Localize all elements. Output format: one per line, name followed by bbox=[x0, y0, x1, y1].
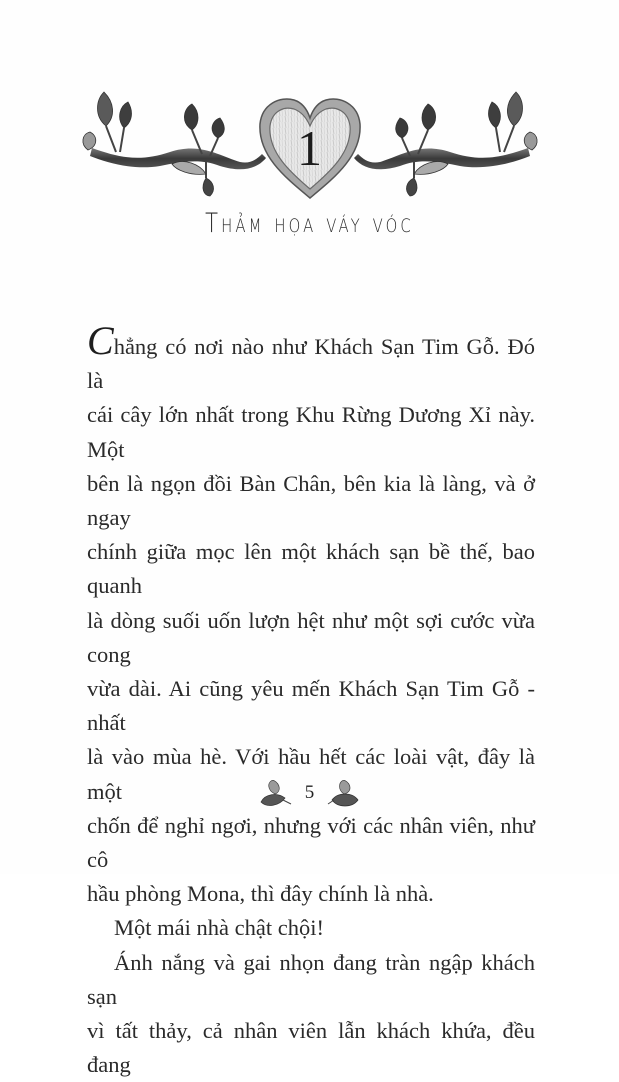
chapter-number: 1 bbox=[297, 120, 322, 176]
text-line: là vào mùa hè. Với hầu hết các loài vật, đây là một bbox=[87, 744, 535, 804]
text-line: Chẳng có nơi nào như Khách Sạn Tim Gỗ. Đó là bbox=[87, 318, 535, 394]
text-line: hầu phòng Mona, thì đây chính là nhà. bbox=[87, 881, 434, 907]
text-line: Một mái nhà chật chội! bbox=[114, 915, 324, 941]
text-line: là dòng suối uốn lượn hệt như một sợi cước vừa cong bbox=[87, 607, 535, 667]
text-line: vì tất thảy, cả nhân viên lẫn khách khứa, đều đang bbox=[87, 1018, 535, 1078]
leaf-cluster-icon bbox=[326, 780, 360, 810]
page-number: 5 bbox=[304, 782, 315, 803]
page-footer bbox=[0, 780, 619, 814]
text-line: cái cây lớn nhất trong Khu Rừng Dương Xỉ này. Một bbox=[87, 402, 535, 462]
drop-cap: C bbox=[87, 318, 114, 363]
text-line: chính giữa mọc lên một khách sạn bề thế, bao quanh bbox=[87, 539, 535, 599]
text-line: bên là ngọn đồi Bàn Chân, bên kia là làng, và ở ngay bbox=[87, 470, 535, 531]
text-line: vừa dài. Ai cũng yêu mến Khách Sạn Tim Gỗ - nhất bbox=[87, 676, 535, 736]
paragraph-1 bbox=[87, 318, 535, 911]
body-text bbox=[87, 318, 535, 1082]
leaf-cluster-icon bbox=[259, 780, 293, 810]
paragraph-3 bbox=[87, 946, 535, 1082]
text-line: chốn để nghỉ ngơi, nhưng với các nhân viên, như cô bbox=[87, 812, 535, 873]
paragraph-2 bbox=[87, 911, 535, 945]
text-line: Ánh nắng và gai nhọn đang tràn ngập khách sạn bbox=[87, 949, 535, 1009]
chapter-title: Thảm họa váy vóc bbox=[205, 208, 414, 239]
